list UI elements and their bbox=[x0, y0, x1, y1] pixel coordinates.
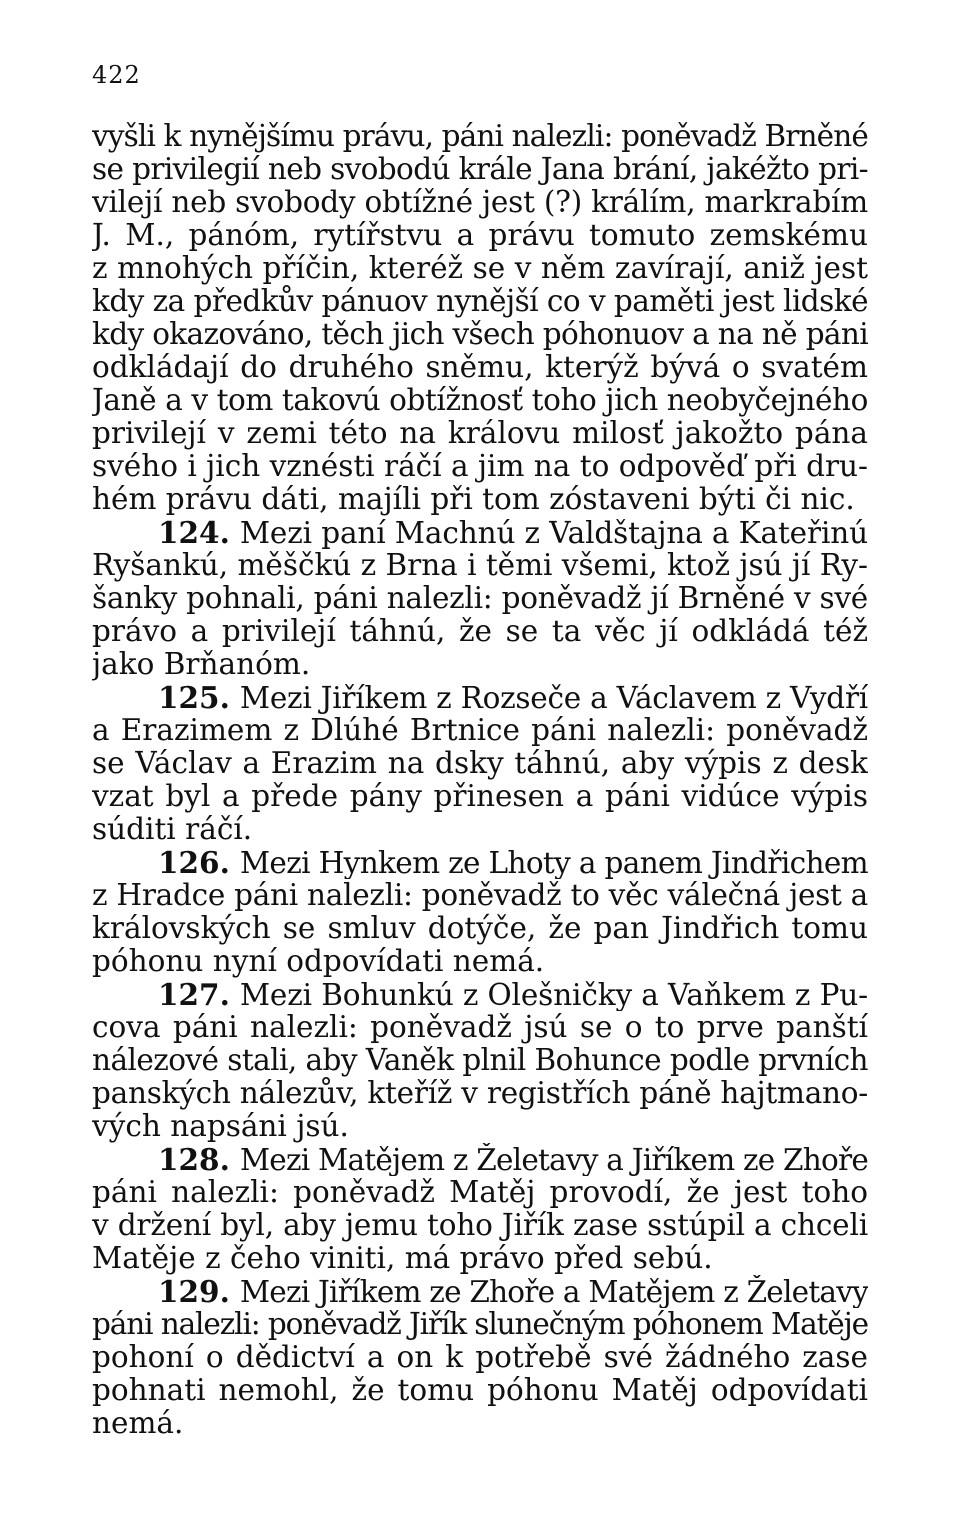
text-line bbox=[92, 1242, 868, 1275]
text-line bbox=[92, 318, 868, 351]
paragraph-number: 126. bbox=[158, 846, 230, 879]
text-line bbox=[92, 1308, 868, 1341]
paragraph-number: 127. bbox=[158, 978, 230, 1011]
text-line bbox=[92, 879, 868, 912]
line-text: kdy okazováno, těch jich všech póhonuov a na ně páni bbox=[92, 318, 868, 351]
line-text: odkládají do druhého sněmu, kterýž bývá o svatém bbox=[92, 351, 868, 384]
line-text: Janě a v tom takovú obtížnosť toho jich neobyčejného bbox=[92, 384, 868, 417]
text-line bbox=[92, 1275, 868, 1308]
line-text: královských se smluv dotýče, že pan Jindřich tomu bbox=[92, 912, 868, 945]
line-text: právo a privilejí táhnú, že se ta věc jí odkládá též bbox=[92, 615, 868, 648]
text-line bbox=[92, 912, 868, 945]
text-line bbox=[92, 846, 868, 879]
text-line bbox=[92, 384, 868, 417]
line-text: hém právu dáti, majíli při tom zóstaveni býti či nic. bbox=[92, 483, 855, 516]
text-line bbox=[92, 747, 868, 780]
line-text: pohnati nemohl, že tomu póhonu Matěj odpovídati bbox=[92, 1374, 868, 1407]
line-text: kdy za předkův pánuov nynější co v paměti jest lidské bbox=[92, 285, 868, 318]
text-line bbox=[92, 153, 868, 186]
line-text: J. M., pánóm, rytířstvu a právu tomuto zemskému bbox=[92, 219, 868, 252]
line-text: cova páni nalezli: poněvadž jsú se o to prve panští bbox=[92, 1011, 868, 1044]
line-text: a Erazimem z Dlúhé Brtnice páni nalezli: poněvadž bbox=[92, 714, 868, 747]
line-text: se Václav a Erazim na dsky táhnú, aby výpis z desk bbox=[92, 747, 868, 780]
text-line bbox=[92, 219, 868, 252]
line-text: páni nalezli: poněvadž Matěj provodí, že jest toho bbox=[92, 1176, 868, 1209]
line-text: vilejí neb svobody obtížné jest (?) králím, markrabím bbox=[92, 186, 868, 219]
page-number: 422 bbox=[92, 61, 141, 89]
text-line bbox=[92, 1044, 868, 1077]
text-line bbox=[92, 1077, 868, 1110]
line-text: z Hradce páni nalezli: poněvadž to věc válečná jest a bbox=[92, 879, 868, 912]
line-text: Matěje z čeho viniti, má právo před sebú. bbox=[92, 1242, 713, 1275]
text-line bbox=[92, 1176, 868, 1209]
line-text: súditi ráčí. bbox=[92, 813, 253, 846]
text-line bbox=[92, 813, 868, 846]
line-text: privilejí v zemi této na královu milosť jakožto pána bbox=[92, 417, 868, 450]
text-line bbox=[92, 1143, 868, 1176]
text-line bbox=[92, 681, 868, 714]
line-text: Mezi Jiříkem ze Zhoře a Matějem z Želetavy bbox=[239, 1275, 868, 1308]
text-line bbox=[92, 978, 868, 1011]
text-line bbox=[92, 1374, 868, 1407]
text-line bbox=[92, 648, 868, 681]
line-text: Mezi Matějem z Želetavy a Jiříkem ze Zhoře bbox=[239, 1143, 868, 1176]
line-text: jako Brňanóm. bbox=[92, 648, 311, 681]
line-text: Mezi Bohunkú z Olešničky a Vaňkem z Pu- bbox=[239, 978, 868, 1011]
paragraph-number: 124. bbox=[158, 516, 230, 549]
line-text: Ryšankú, měščkú z Brna i těmi všemi, ktož jsú jí Ry- bbox=[92, 549, 868, 582]
line-text: vyšli k nynějšímu právu, páni nalezli: poněvadž Brněné bbox=[92, 120, 868, 153]
text-line bbox=[92, 417, 868, 450]
text-line bbox=[92, 780, 868, 813]
text-line bbox=[92, 450, 868, 483]
line-text: panských nálezův, kteříž v registřích páně hajtmano- bbox=[92, 1077, 868, 1110]
line-text: v držení byl, aby jemu toho Jiřík zase sstúpil a chceli bbox=[92, 1209, 868, 1242]
text-line bbox=[92, 1209, 868, 1242]
text-line bbox=[92, 1110, 868, 1143]
line-text: šanky pohnali, páni nalezli: poněvadž jí Brněné v své bbox=[92, 582, 868, 615]
text-line bbox=[92, 252, 868, 285]
page-text bbox=[92, 120, 868, 1440]
line-text: svého i jich vznésti ráčí a jim na to odpověď při dru- bbox=[92, 450, 868, 483]
line-text: nemá. bbox=[92, 1407, 184, 1440]
line-text: Mezi paní Machnú z Valdštajna a Kateřinú bbox=[239, 516, 868, 549]
paragraph-number: 129. bbox=[158, 1275, 230, 1308]
line-text: se privilegií neb svobodú krále Jana brání, jakéžto pri- bbox=[92, 153, 868, 186]
text-line bbox=[92, 483, 868, 516]
line-text: vých napsáni jsú. bbox=[92, 1110, 349, 1143]
line-text: póhonu nyní odpovídati nemá. bbox=[92, 945, 545, 978]
paragraph-number: 125. bbox=[158, 681, 230, 714]
line-text: pohoní o dědictví a on k potřebě své žádného zase bbox=[92, 1341, 868, 1374]
text-line bbox=[92, 1407, 868, 1440]
text-line bbox=[92, 186, 868, 219]
line-text: Mezi Jiříkem z Rozseče a Václavem z Vydří bbox=[239, 681, 868, 714]
text-line bbox=[92, 285, 868, 318]
text-line bbox=[92, 582, 868, 615]
text-line bbox=[92, 1341, 868, 1374]
line-text: z mnohých příčin, kteréž se v něm zavírají, aniž jest bbox=[92, 252, 868, 285]
text-line bbox=[92, 351, 868, 384]
line-text: páni nalezli: poněvadž Jiřík slunečným póhonem Matěje bbox=[92, 1308, 868, 1341]
line-text: nálezové stali, aby Vaněk plnil Bohunce podle prvních bbox=[92, 1044, 868, 1077]
line-text: Mezi Hynkem ze Lhoty a panem Jindřichem bbox=[239, 846, 868, 879]
text-line bbox=[92, 615, 868, 648]
text-line bbox=[92, 516, 868, 549]
text-line bbox=[92, 1011, 868, 1044]
text-line bbox=[92, 714, 868, 747]
text-line bbox=[92, 549, 868, 582]
text-line bbox=[92, 120, 868, 153]
text-line bbox=[92, 945, 868, 978]
paragraph-number: 128. bbox=[158, 1143, 230, 1176]
line-text: vzat byl a přede pány přinesen a páni vidúce výpis bbox=[92, 780, 868, 813]
